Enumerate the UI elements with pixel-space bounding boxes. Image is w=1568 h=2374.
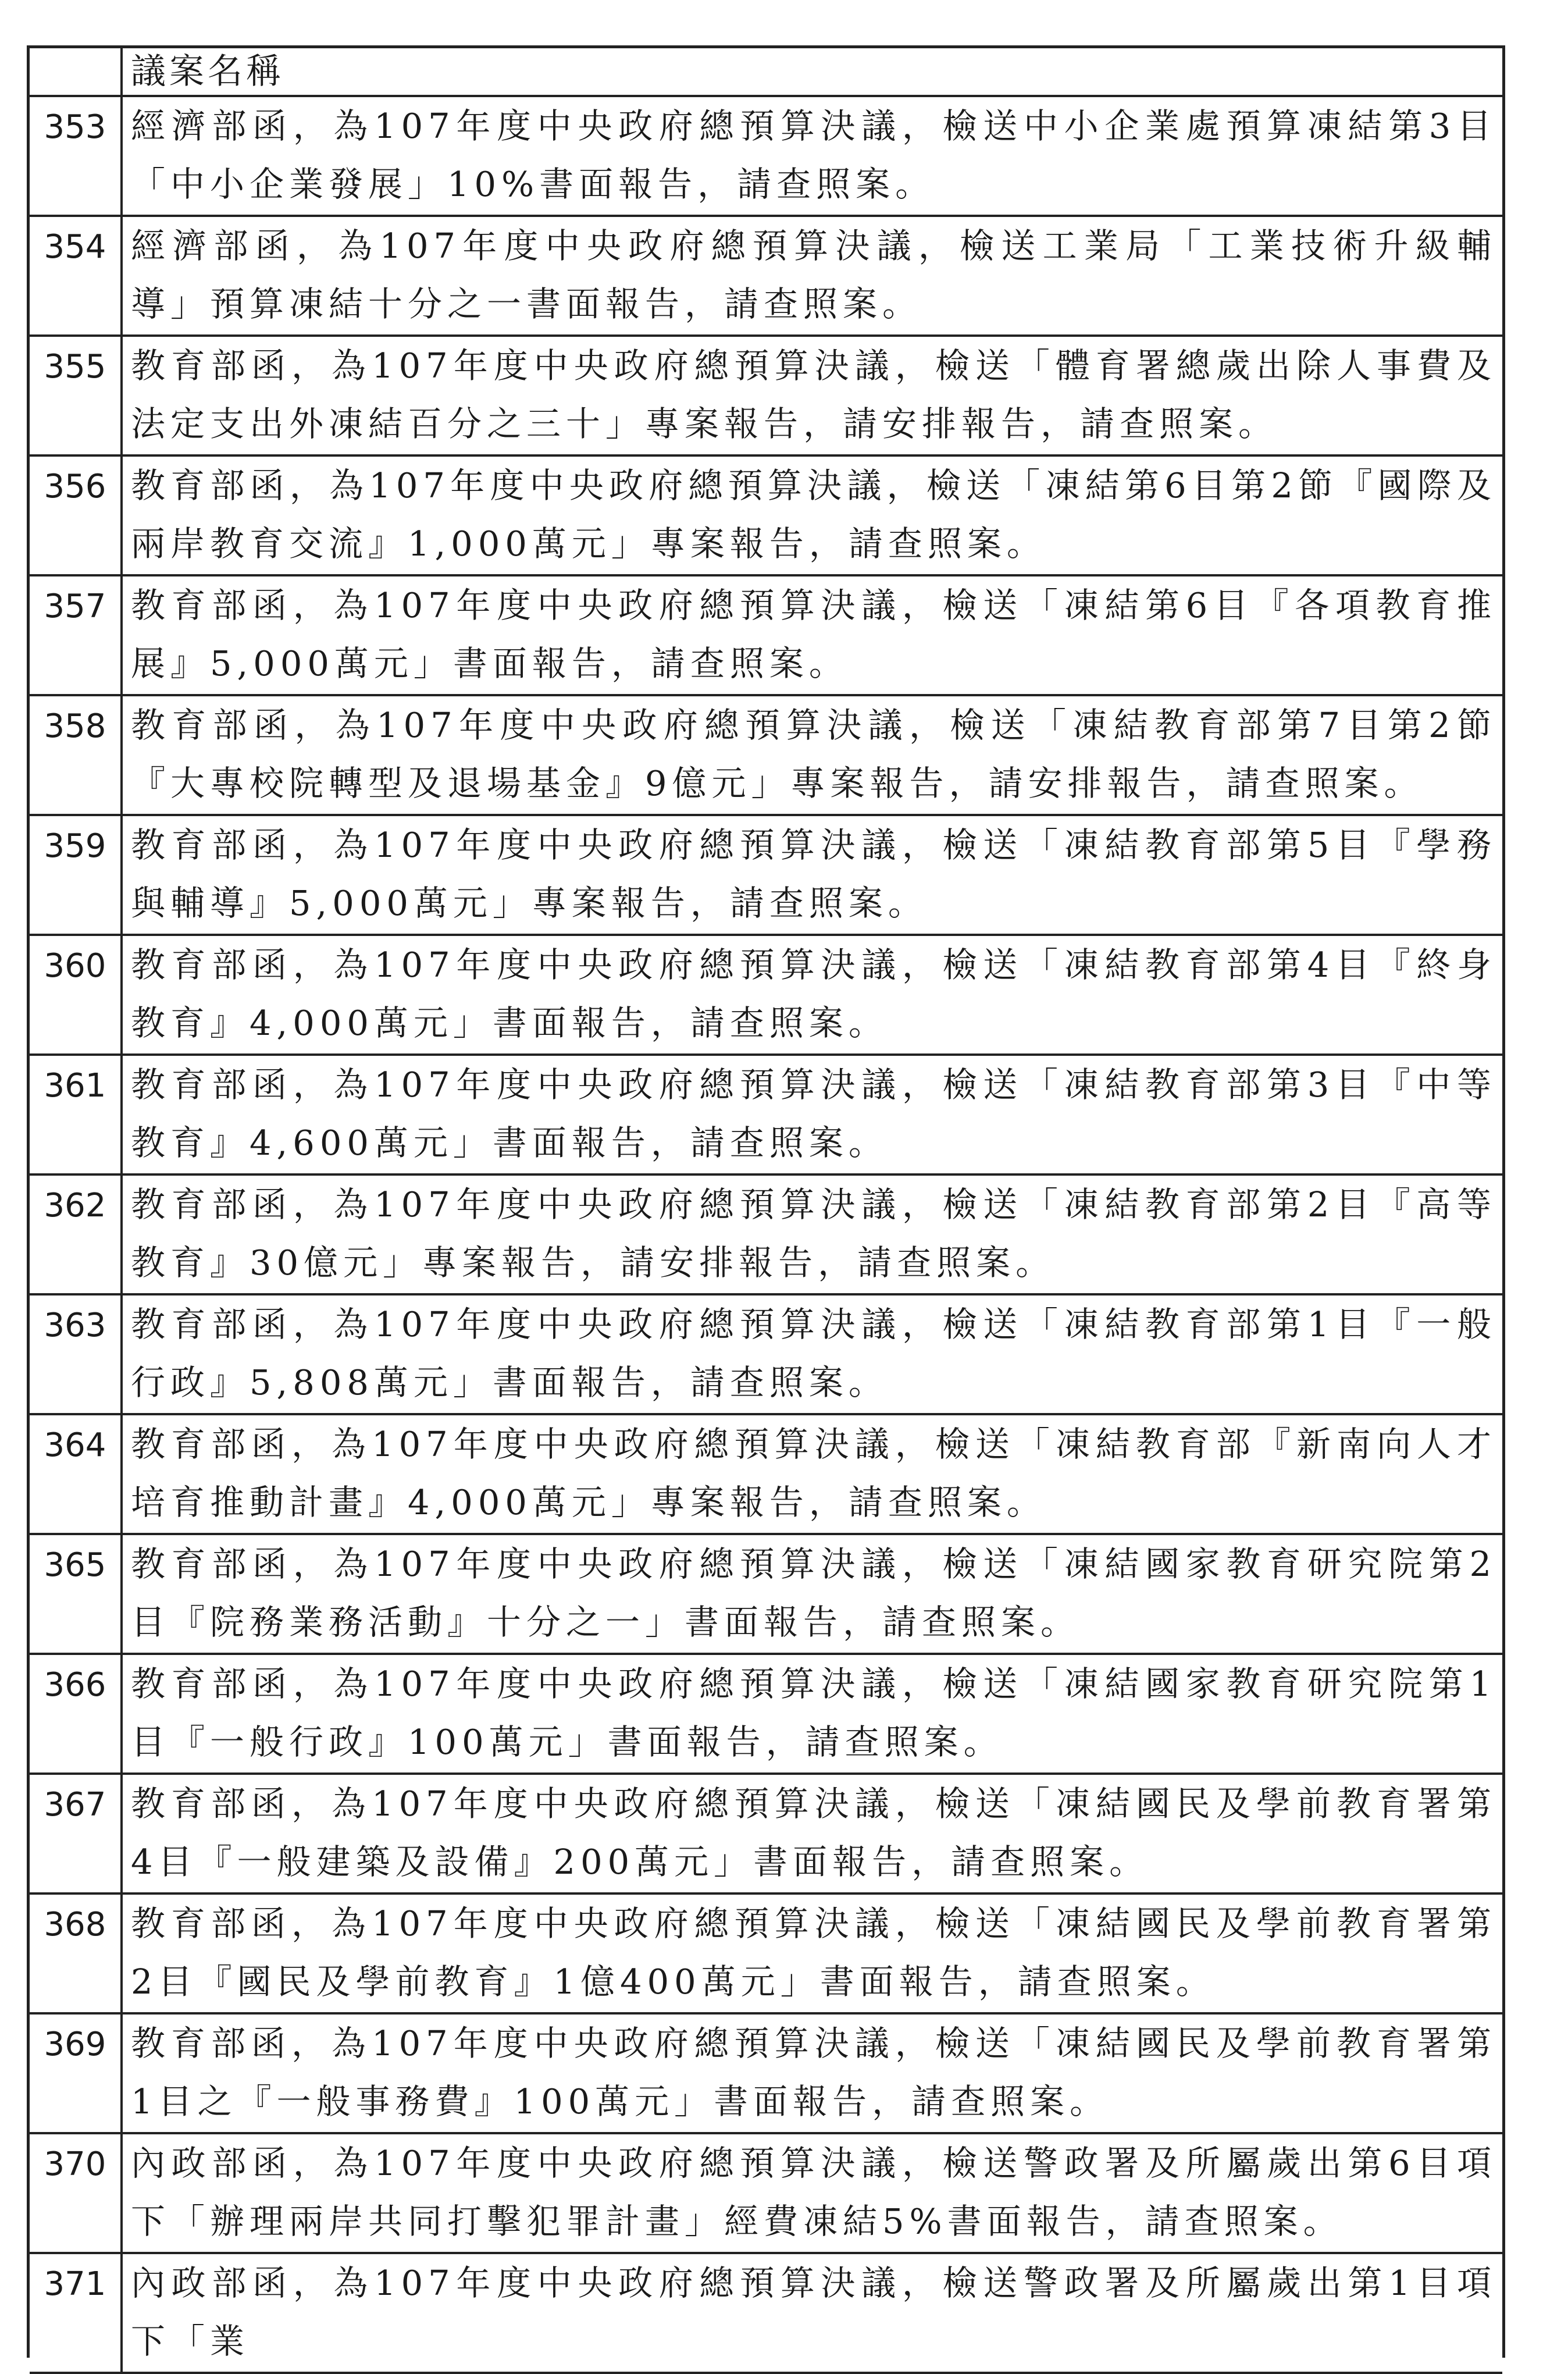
- row-title: 教育部函，為107年度中央政府總預算決議，檢送「凍結教育部第4目『終身教育』4,000萬元」書面報告，請查照案。: [122, 935, 1502, 1055]
- row-title: 經濟部函，為107年度中央政府總預算決議，檢送工業局「工業技術升級輔導」預算凍結十分之一書面報告，請查照案。: [122, 216, 1502, 336]
- table-row: [30, 2133, 1502, 2253]
- row-title: 教育部函，為107年度中央政府總預算決議，檢送「凍結教育部第2目『高等教育』30億元」專案報告，請安排報告，請查照案。: [122, 1174, 1502, 1294]
- row-number: 355: [30, 336, 122, 455]
- row-title: 教育部函，為107年度中央政府總預算決議，檢送「凍結國民及學前教育署第4目『一般建築及設備』200萬元」書面報告，請查照案。: [122, 1774, 1502, 1893]
- row-number: 368: [30, 1893, 122, 2013]
- table-row: [30, 2253, 1502, 2373]
- table-row: [30, 1174, 1502, 1294]
- row-number: 363: [30, 1294, 122, 1414]
- row-title: 教育部函，為107年度中央政府總預算決議，檢送「凍結教育部第3目『中等教育』4,600萬元」書面報告，請查照案。: [122, 1055, 1502, 1174]
- row-number: 357: [30, 575, 122, 695]
- row-number: 356: [30, 455, 122, 575]
- row-title: 教育部函，為107年度中央政府總預算決議，檢送「凍結國民及學前教育署第1目之『一般事務費』100萬元」書面報告，請查照案。: [122, 2013, 1502, 2133]
- table-row: [30, 695, 1502, 815]
- row-title: 內政部函，為107年度中央政府總預算決議，檢送警政署及所屬歲出第1目項下「業: [122, 2253, 1502, 2373]
- row-title: 教育部函，為107年度中央政府總預算決議，檢送「凍結國民及學前教育署第2目『國民及學前教育』1億400萬元」書面報告，請查照案。: [122, 1893, 1502, 2013]
- row-number: 362: [30, 1174, 122, 1294]
- agenda-table: [30, 48, 1502, 2374]
- row-number: 359: [30, 815, 122, 935]
- table-row: [30, 455, 1502, 575]
- table-row: [30, 1534, 1502, 1654]
- table-row: [30, 575, 1502, 695]
- table-row: [30, 1294, 1502, 1414]
- table-row: [30, 96, 1502, 216]
- row-title: 教育部函，為107年度中央政府總預算決議，檢送「凍結教育部第5目『學務與輔導』5,000萬元」專案報告，請查照案。: [122, 815, 1502, 935]
- row-title: 內政部函，為107年度中央政府總預算決議，檢送警政署及所屬歲出第6目項下「辦理兩岸共同打擊犯罪計畫」經費凍結5%書面報告，請查照案。: [122, 2133, 1502, 2253]
- row-title: 教育部函，為107年度中央政府總預算決議，檢送「凍結第6目『各項教育推展』5,000萬元」書面報告，請查照案。: [122, 575, 1502, 695]
- row-title: 教育部函，為107年度中央政府總預算決議，檢送「凍結教育部『新南向人才培育推動計畫』4,000萬元」專案報告，請查照案。: [122, 1414, 1502, 1534]
- table-row: [30, 1654, 1502, 1774]
- row-number: 365: [30, 1534, 122, 1654]
- row-number: 360: [30, 935, 122, 1055]
- table-row: [30, 1893, 1502, 2013]
- table-header-row: [30, 48, 1502, 96]
- row-title: 教育部函，為107年度中央政府總預算決議，檢送「凍結第6目第2節『國際及兩岸教育交流』1,000萬元」專案報告，請查照案。: [122, 455, 1502, 575]
- table-row: [30, 815, 1502, 935]
- row-number: 354: [30, 216, 122, 336]
- table-row: [30, 1774, 1502, 1893]
- row-title: 教育部函，為107年度中央政府總預算決議，檢送「凍結國家教育研究院第2目『院務業務活動』十分之一」書面報告，請查照案。: [122, 1534, 1502, 1654]
- table-row: [30, 336, 1502, 455]
- row-number: 370: [30, 2133, 122, 2253]
- table-row: [30, 935, 1502, 1055]
- row-title: 經濟部函，為107年度中央政府總預算決議，檢送中小企業處預算凍結第3目「中小企業發展」10%書面報告，請查照案。: [122, 96, 1502, 216]
- table-row: [30, 1055, 1502, 1174]
- row-number: 371: [30, 2253, 122, 2373]
- row-number: 364: [30, 1414, 122, 1534]
- agenda-sheet: [27, 45, 1505, 2361]
- row-title: 教育部函，為107年度中央政府總預算決議，檢送「體育署總歲出除人事費及法定支出外凍結百分之三十」專案報告，請安排報告，請查照案。: [122, 336, 1502, 455]
- row-number: 369: [30, 2013, 122, 2133]
- row-title: 教育部函，為107年度中央政府總預算決議，檢送「凍結教育部第7目第2節『大專校院轉型及退場基金』9億元」專案報告，請安排報告，請查照案。: [122, 695, 1502, 815]
- row-number: 367: [30, 1774, 122, 1893]
- table-row: [30, 2013, 1502, 2133]
- header-title-cell: 議案名稱: [122, 48, 1502, 96]
- row-number: 361: [30, 1055, 122, 1174]
- table-row: [30, 1414, 1502, 1534]
- header-number-cell: [30, 48, 122, 96]
- row-title: 教育部函，為107年度中央政府總預算決議，檢送「凍結國家教育研究院第1目『一般行政』100萬元」書面報告，請查照案。: [122, 1654, 1502, 1774]
- row-title: 教育部函，為107年度中央政府總預算決議，檢送「凍結教育部第1目『一般行政』5,808萬元」書面報告，請查照案。: [122, 1294, 1502, 1414]
- row-number: 358: [30, 695, 122, 815]
- table-row: [30, 216, 1502, 336]
- row-number: 366: [30, 1654, 122, 1774]
- row-number: 353: [30, 96, 122, 216]
